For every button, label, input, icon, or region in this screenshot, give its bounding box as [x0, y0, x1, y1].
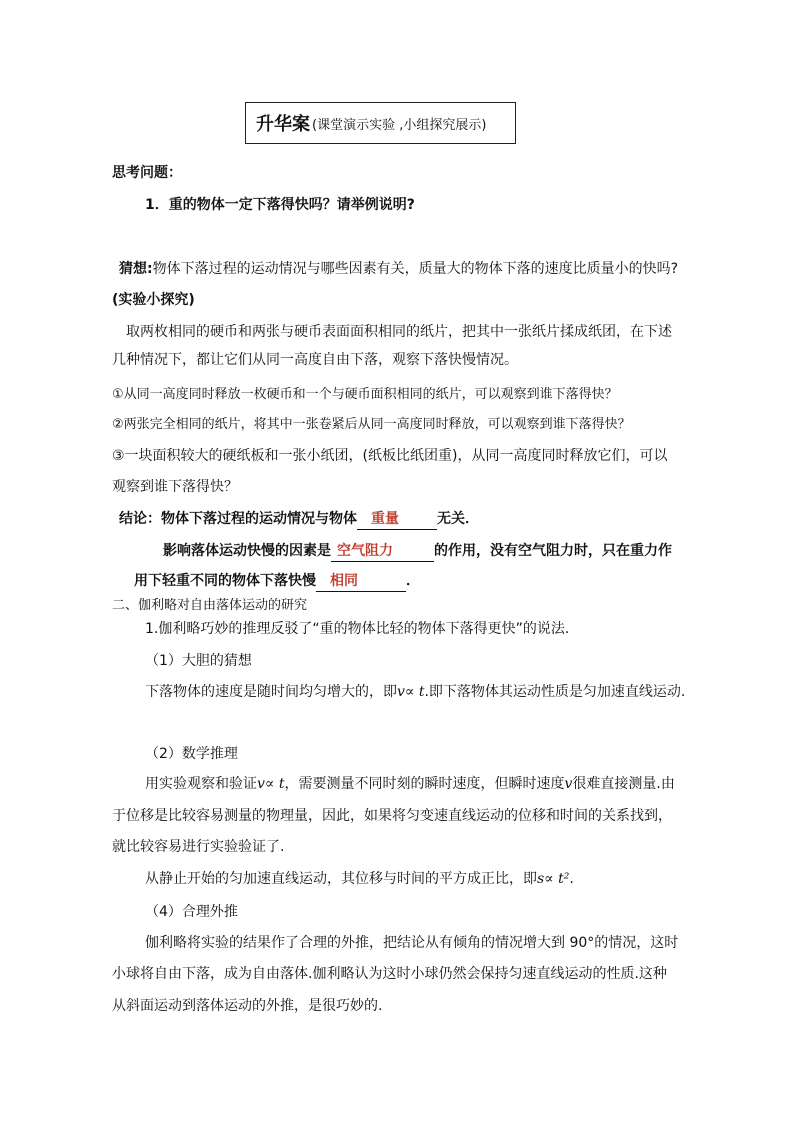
title-box — [245, 102, 516, 144]
subsection-1-title: （1）大胆的猜想 — [145, 653, 252, 669]
s2-formula-2: s∝ t² — [537, 871, 570, 887]
guess-label: 猜想: — [119, 261, 153, 277]
subsection-2-title: （2）数学推理 — [145, 746, 238, 762]
section-title: 二、伽利略对自由落体运动的研究 — [112, 598, 308, 613]
answer-3: 相同 — [330, 573, 358, 589]
s2-text-4b: . — [569, 871, 574, 887]
question-1: 1．重的物体一定下落得快吗？请举例说明? — [145, 197, 415, 213]
s1-text-b: .即下落物体其运动性质是匀加速直线运动. — [424, 684, 686, 700]
subsection-1-text — [145, 682, 685, 702]
subsection-2-line-1 — [145, 774, 675, 794]
guess-text: 物体下落过程的运动情况与哪些因素有关，质量大的物体下落的速度比质量小的快吗? — [152, 261, 679, 277]
s2-formula-1: v∝ t — [257, 776, 285, 792]
conclusion-text-3b: ． — [406, 573, 420, 589]
guess-line — [119, 259, 678, 279]
page-subtitle: (课堂演示实验 ,小组探究展示) — [312, 117, 487, 133]
subsection-2-line-2: 于位移是比较容易测量的物理量，因此，如果将匀变速直线运动的位移和时间的关系找到， — [112, 808, 672, 824]
s2-text-1b: ，需要测量不同时刻的瞬时速度，但瞬时速度 — [284, 776, 565, 792]
inquiry-item-3a: ③一块面积较大的硬纸板和一张小纸团，(纸板比纸团重)，从同一高度同时释放它们，可以 — [112, 448, 668, 464]
s2-text-1a: 用实验观察和验证 — [145, 776, 257, 792]
inquiry-label: (实验小探究) — [112, 292, 195, 308]
inquiry-item-1: ①从同一高度同时释放一枚硬币和一个与硬币面积相同的纸片，可以观察到谁下落得快？ — [112, 387, 618, 402]
subsection-4-line-1: 伽利略将实验的结果作了合理的外推，把结论从有倾角的情况增大到 90°的情况，这时 — [145, 935, 679, 951]
inquiry-item-3b: 观察到谁下落得快？ — [112, 479, 238, 495]
answer-2: 空气阻力 — [337, 543, 393, 559]
answer-blank-1 — [357, 509, 437, 530]
s1-formula: v∝ t — [397, 684, 425, 700]
s2-text-1c: 很难直接测量.由 — [572, 776, 675, 792]
questions-heading: 思考问题： — [112, 165, 182, 181]
s2-var: v — [564, 776, 573, 792]
subsection-4-line-3: 从斜面运动到落体运动的外推，是很巧妙的. — [112, 998, 383, 1014]
conclusion-text-3: 用下轻重不同的物体下落快慢 — [134, 573, 316, 589]
subsection-2-line-4 — [145, 869, 574, 889]
conclusion-text-2b: 的作用，没有空气阻力时，只在重力作 — [434, 543, 672, 559]
conclusion-line-3 — [134, 571, 420, 592]
inquiry-para-2: 几种情况下，都让它们从同一高度自由下落，观察下落快慢情况。 — [112, 352, 518, 368]
conclusion-text-2: 影响落体运动快慢的因素是 — [163, 543, 331, 559]
conclusion-line-1 — [119, 509, 479, 530]
inquiry-para-1: 取两枚相同的硬币和两张与硬币表面面积相同的纸片，把其中一张纸片揉成纸团，在下述 — [126, 324, 672, 340]
conclusion-label: 结论： — [119, 511, 161, 527]
s2-text-4a: 从静止开始的匀加速直线运动，其位移与时间的平方成正比，即 — [145, 871, 537, 887]
conclusion-text-1b: 无关． — [437, 511, 479, 527]
subsection-4-line-2: 小球将自由下落，成为自由落体.伽利略认为这时小球仍然会保持匀速直线运动的性质.这种 — [112, 966, 667, 982]
conclusion-line-2 — [163, 541, 672, 562]
answer-blank-3 — [316, 571, 406, 592]
conclusion-text-1: 物体下落过程的运动情况与物体 — [161, 511, 357, 527]
inquiry-item-2: ②两张完全相同的纸片，将其中一张卷紧后从同一高度同时释放，可以观察到谁下落得快？ — [112, 417, 631, 432]
answer-1: 重量 — [371, 511, 399, 527]
answer-blank-2 — [331, 541, 434, 562]
subsection-4-title: （4）合理外推 — [145, 904, 238, 920]
page-title: 升华案 — [256, 114, 310, 135]
subsection-2-line-3: 就比较容易进行实验验证了. — [112, 839, 285, 855]
s1-text-a: 下落物体的速度是随时间均匀增大的，即 — [145, 684, 397, 700]
galileo-p1: 1.伽利略巧妙的推理反驳了“重的物体比轻的物体下落得更快”的说法. — [145, 621, 570, 637]
